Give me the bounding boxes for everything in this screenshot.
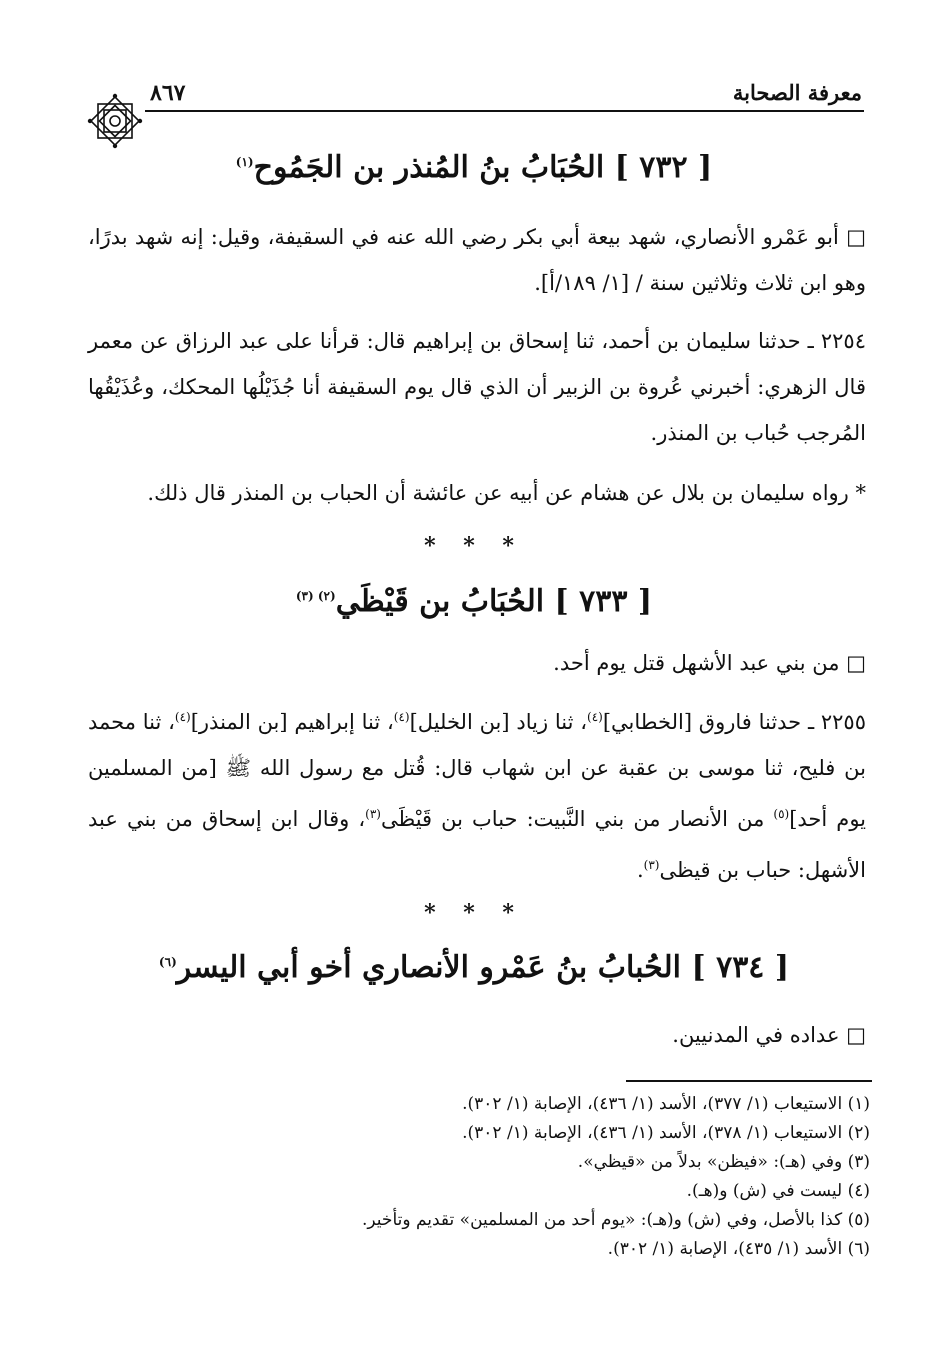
footnote-item: (٥) كذا بالأصل، وفي (ش) و(هـ): «يوم أحد من المسلمين» تقديم وتأخير. bbox=[362, 1210, 870, 1230]
section-separator: * * * bbox=[424, 533, 524, 559]
running-title: معرفة الصحابة bbox=[732, 80, 862, 105]
footnote-ref: (٤) bbox=[393, 710, 410, 724]
footnote-ref: (١) bbox=[235, 155, 254, 169]
entry-title-text: [ ٧٣٤ ] الحُبابُ بنُ عَمْرو الأنصاري أخو أبي اليسر bbox=[176, 950, 790, 985]
footnote-item: (٤) ليست في (ش) و(هـ). bbox=[686, 1181, 870, 1201]
footnotes-list bbox=[200, 1090, 870, 1264]
hadith-text: ٢٢٥٥ ـ حدثنا فاروق [الخطابي] bbox=[602, 710, 866, 734]
hadith-2255 bbox=[88, 694, 866, 893]
entry-title-732 bbox=[90, 150, 858, 185]
narration-note: * رواه سليمان بن بلال عن هشام عن أبيه عن عائشة أن الحباب بن المنذر قال ذلك. bbox=[147, 481, 866, 505]
hadith-text: ، ثنا إبراهيم [بن المنذر] bbox=[190, 710, 394, 734]
footnote-rule bbox=[626, 1080, 872, 1082]
entry-title-734 bbox=[90, 950, 858, 985]
entry-intro-734: □ عداده في المدنيين. bbox=[672, 1023, 866, 1047]
header-rule bbox=[145, 110, 864, 112]
footnote-ref: (٣) bbox=[643, 858, 660, 872]
ornament-star-icon bbox=[86, 92, 144, 150]
entry-title-text: [ ٧٣٢ ] الحُبَابُ بنُ المُنذر بن الجَمُوح bbox=[253, 150, 713, 185]
footnote-item: (٦) الأسد (١/ ٤٣٥)، الإصابة (١/ ٣٠٢). bbox=[607, 1239, 870, 1259]
footnote-item: (٢) الاستيعاب (١/ ٣٧٨)، الأسد (١/ ٤٣٦)، الإصابة (١/ ٣٠٢). bbox=[462, 1123, 870, 1143]
hadith-text: . bbox=[636, 858, 644, 882]
entry-intro-732: □ أبو عَمْرو الأنصاري، شهد بيعة أبي بكر رضي الله عنه في السقيفة، وقيل: إنه شهد بدرًا، وهو ابن ثلاث وثلاثين سنة / [١/ ١٨٩/أ]. bbox=[88, 225, 866, 295]
hadith-2254: ٢٢٥٤ ـ حدثنا سليمان بن أحمد، ثنا إسحاق بن إبراهيم قال: قرأنا على عبد الرزاق عن معمر قال الزهري: أخبرني عُروة بن الزبير أن الذي قال يوم السقيفة أنا جُذَيْلُها المحكك، وعُذَيْقُها المُرجب حُباب بن المنذر. bbox=[88, 329, 866, 445]
footnote-ref: (٤) bbox=[587, 710, 603, 724]
hadith-text: ، وقال ابن إسحاق من بني عبد الأشهل: حباب بن قيظى bbox=[88, 807, 866, 882]
footnote-ref: (٣) bbox=[365, 807, 381, 821]
hadith-text: ، ثنا زياد [بن الخليل] bbox=[409, 710, 588, 734]
entry-intro-733: □ من بني عبد الأشهل قتل يوم أحد. bbox=[553, 651, 866, 675]
footnote-ref: (٤) bbox=[174, 710, 191, 724]
footnote-item: (٣) وفي (هـ): «فيظن» بدلاً من «قيظي». bbox=[577, 1152, 870, 1172]
hadith-text: ، ثنا محمد بن فليح، ثنا موسى بن عقبة عن ابن شهاب قال: قُتل مع رسول الله ﷺ [من المسلمين يوم أحد] bbox=[88, 710, 867, 831]
footnote-ref: (٢) (٣) bbox=[295, 589, 336, 603]
footnote-ref: (٦) bbox=[158, 955, 177, 969]
page-number: ٨٦٧ bbox=[150, 80, 186, 106]
section-separator: * * * bbox=[424, 900, 524, 926]
footnote-ref: (٥) bbox=[773, 807, 790, 821]
hadith-text: من الأنصار من بني النَّبيت: حباب بن قَيْظَى bbox=[380, 807, 774, 831]
entry-title-733 bbox=[90, 584, 858, 619]
footnote-item: (١) الاستيعاب (١/ ٣٧٧)، الأسد (١/ ٤٣٦)، الإصابة (١/ ٣٠٢). bbox=[462, 1094, 870, 1114]
entry-title-text: [ ٧٣٣ ] الحُبَابُ بن قَيْظَي bbox=[335, 584, 653, 619]
